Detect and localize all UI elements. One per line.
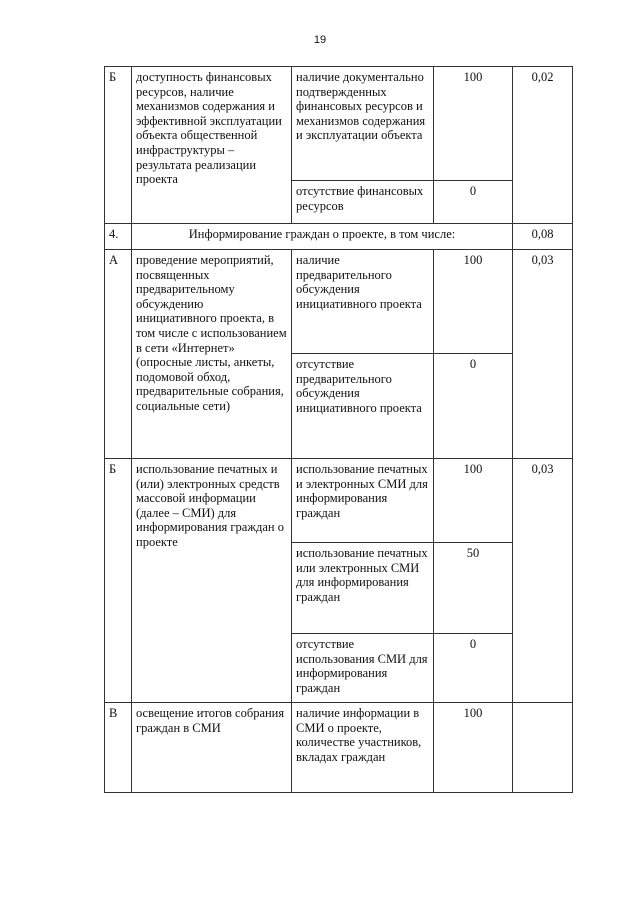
table-row — [105, 67, 573, 181]
page-number: 19 — [313, 34, 327, 46]
criterion-code: А — [105, 250, 132, 459]
criterion-weight — [513, 703, 573, 793]
indicator-text: наличие предварительного обсуждения инициативного проекта — [292, 250, 434, 354]
indicator-text: наличие документально подтвержденных финансовых ресурсов и механизмов содержания и эксплуатации объекта — [292, 67, 434, 181]
criterion-code: Б — [105, 67, 132, 224]
indicator-score: 100 — [434, 250, 513, 354]
criterion-description: проведение мероприятий, посвященных предварительному обсуждению инициативного проекта, в том числе с использованием в сети «Интернет» (опросные листы, анкеты, подомовой обход, предварительные собрания, социальные сети) — [132, 250, 292, 459]
section-title: Информирование граждан о проекте, в том числе: — [132, 224, 513, 250]
indicator-score: 100 — [434, 703, 513, 793]
indicator-score: 0 — [434, 354, 513, 459]
indicator-score: 50 — [434, 543, 513, 634]
criterion-code: Б — [105, 459, 132, 703]
indicator-score: 100 — [434, 67, 513, 181]
section-weight: 0,08 — [513, 224, 573, 250]
indicator-score: 0 — [434, 634, 513, 703]
table-row — [105, 459, 573, 543]
table-row — [105, 250, 573, 354]
indicator-text: отсутствие финансовых ресурсов — [292, 181, 434, 224]
indicator-text: отсутствие предварительного обсуждения инициативного проекта — [292, 354, 434, 459]
table-row — [105, 703, 573, 793]
indicator-score: 100 — [434, 459, 513, 543]
criterion-description: использование печатных и (или) электронных средств массовой информации (далее – СМИ) для информирования граждан о проекте — [132, 459, 292, 703]
indicator-score: 0 — [434, 181, 513, 224]
criterion-weight: 0,03 — [513, 250, 573, 459]
section-code: 4. — [105, 224, 132, 250]
criterion-code: В — [105, 703, 132, 793]
criterion-description: освещение итогов собрания граждан в СМИ — [132, 703, 292, 793]
indicator-text: наличие информации в СМИ о проекте, количестве участников, вкладах граждан — [292, 703, 434, 793]
section-row — [105, 224, 573, 250]
indicator-text: использование печатных или электронных СМИ для информирования граждан — [292, 543, 434, 634]
indicator-text: использование печатных и электронных СМИ для информирования граждан — [292, 459, 434, 543]
criterion-description: доступность финансовых ресурсов, наличие механизмов содержания и эффективной эксплуатации объекта общественной инфраструктуры – результата реализации проекта — [132, 67, 292, 224]
criteria-table — [104, 66, 573, 793]
criterion-weight: 0,03 — [513, 459, 573, 703]
indicator-text: отсутствие использования СМИ для информирования граждан — [292, 634, 434, 703]
criterion-weight: 0,02 — [513, 67, 573, 224]
